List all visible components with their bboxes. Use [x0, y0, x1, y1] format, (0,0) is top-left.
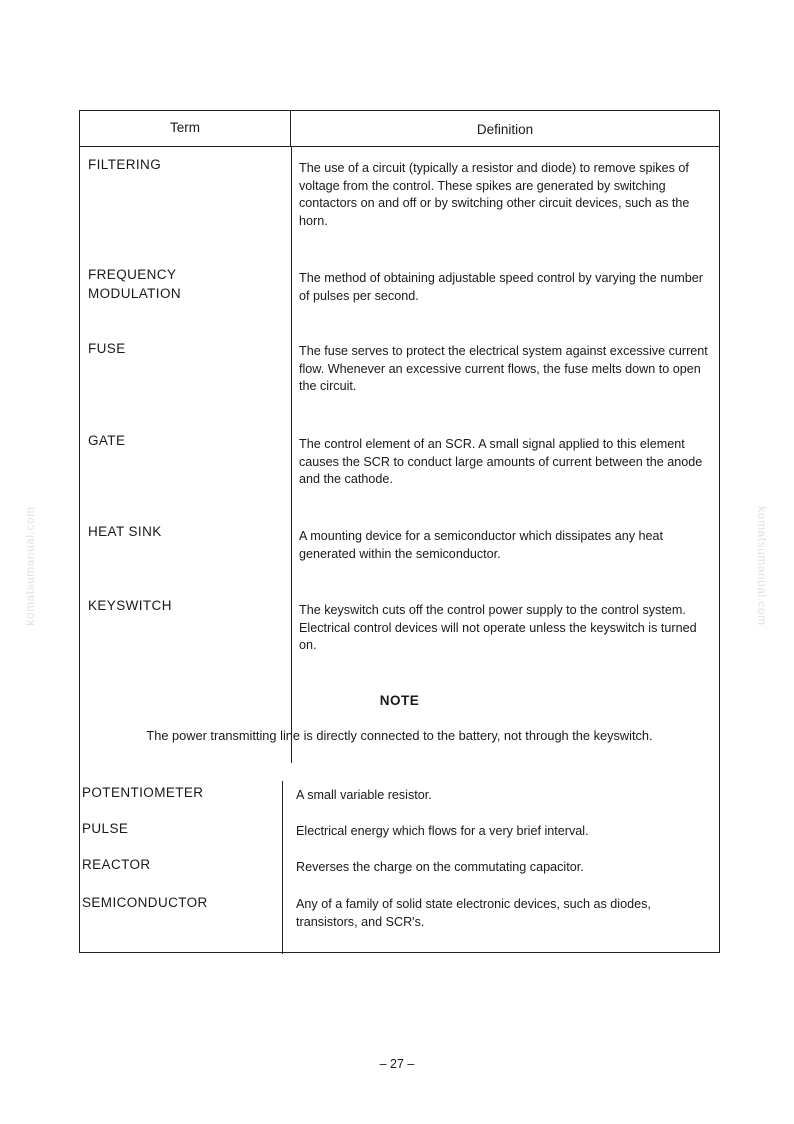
column-divider-upper [291, 147, 292, 763]
term-cell: REACTOR [82, 857, 151, 872]
column-divider-lower [282, 781, 283, 954]
note-text: The power transmitting line is directly connected to the battery, not through the keyswitch. [146, 728, 653, 743]
note-heading: NOTE [379, 693, 420, 708]
term-cell: PULSE [82, 821, 129, 836]
definition-cell: Reverses the charge on the commutating capacitor. [296, 860, 584, 874]
term-cell: POTENTIOMETER [82, 785, 204, 800]
definition-cell: The use of a circuit (typically a resistor and diode) to remove spikes of voltage from the control. These spikes are generated by switching contactors on and off or by switching other circuit devices, such as the horn. [299, 161, 690, 228]
term-cell: HEAT SINK [88, 524, 162, 539]
header-definition: Definition [476, 122, 534, 137]
watermark-left: komatsumanual.com [23, 506, 37, 626]
definition-cell: The keyswitch cuts off the control power supply to the control system. Electrical control devices will not operate unless the keyswitch is turned on. [299, 603, 697, 652]
glossary-table [79, 110, 720, 953]
header-term: Term [80, 111, 291, 146]
definition-cell: A mounting device for a semiconductor which dissipates any heat generated within the semiconductor. [299, 529, 664, 561]
definition-cell: Electrical energy which flows for a very brief interval. [296, 824, 589, 838]
definition-cell: The method of obtaining adjustable speed control by varying the number of pulses per second. [299, 271, 703, 303]
term-cell: FUSE [88, 341, 126, 356]
term-cell: SEMICONDUCTOR [82, 895, 208, 910]
definition-cell: The control element of an SCR. A small signal applied to this element causes the SCR to conduct large amounts of current between the anode and the cathode. [299, 437, 703, 486]
page-number: – 27 – [379, 1057, 415, 1071]
watermark-right: komatsumanual.com [755, 506, 769, 626]
term-cell: GATE [88, 433, 126, 448]
definition-cell: Any of a family of solid state electronic devices, such as diodes, transistors, and SCR's. [296, 897, 651, 929]
term-cell: KEYSWITCH [88, 598, 172, 613]
definition-cell: The fuse serves to protect the electrical system against excessive current flow. Whenever an excessive current flows, the fuse melts down to open the circuit. [299, 344, 708, 393]
table-header [80, 111, 719, 147]
term-cell: FILTERING [88, 157, 162, 172]
definition-cell: A small variable resistor. [296, 788, 432, 802]
term-cell: FREQUENCY MODULATION [88, 267, 182, 301]
